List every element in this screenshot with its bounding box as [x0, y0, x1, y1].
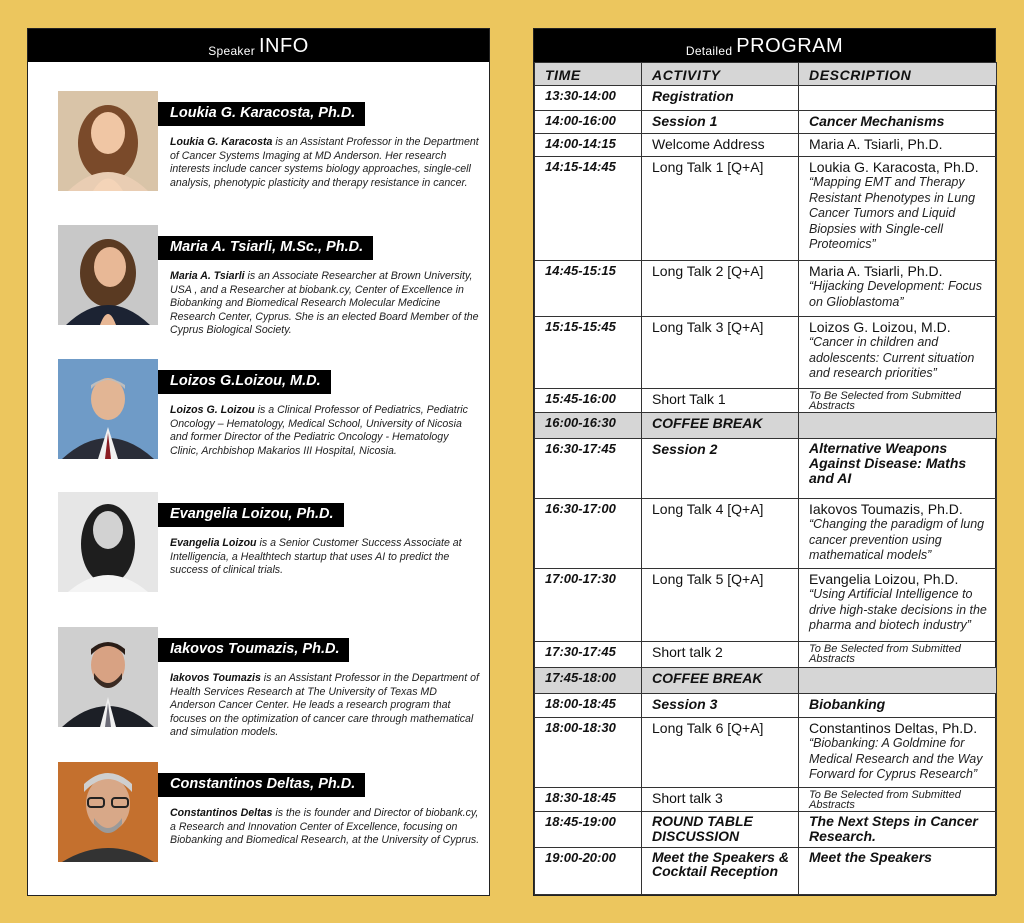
short-talk-note: To Be Selected from Submitted Abstracts [809, 390, 961, 412]
speaker-bio-text: is the is founder and Director of biobank.cy, a Research and Innovation Center of Excellence, focusing on Biobanking and Biomedical Research, at the University of Cyprus. [170, 807, 480, 847]
row-description [799, 317, 997, 389]
row-activity: Long Talk 6 [Q+A] [642, 718, 799, 788]
speaker-card [58, 359, 478, 469]
row-description: The Next Steps in Cancer Research. [799, 812, 997, 848]
row-time: 18:45-19:00 [535, 812, 642, 848]
speaker-bio [170, 136, 480, 190]
speaker-bio [170, 537, 480, 578]
row-activity: Long Talk 2 [Q+A] [642, 261, 799, 317]
row-activity: Meet the Speakers & Cocktail Reception [642, 848, 799, 895]
speaker-bio [170, 807, 480, 848]
speaker-name: Loukia G. Karacosta, Ph.D. [158, 102, 365, 126]
speaker-bio [170, 672, 480, 740]
speaker-bio-text: is an Assistant Professor in the Department of Health Services Research at The University of Texas MD Anderson Cancer Center. He leads a research program that focuses on the optimization of cancer care through mathematical and simulation models. [170, 672, 479, 739]
speaker-bio-name: Maria A. Tsiarli [170, 270, 245, 282]
row-activity: Short talk 2 [642, 642, 799, 668]
row-time: 18:00-18:30 [535, 718, 642, 788]
speaker-name: Iakovos Toumazis, Ph.D. [809, 501, 963, 517]
program-panel [533, 28, 996, 896]
row-time: 15:15-15:45 [535, 317, 642, 389]
row-description: Maria A. Tsiarli, Ph.D. [799, 134, 997, 157]
speaker-name: Loizos G.Loizou, M.D. [158, 370, 331, 394]
row-description [799, 86, 997, 111]
short-talk-note: To Be Selected from Submitted Abstracts [809, 789, 961, 811]
table-row [535, 694, 997, 718]
talk-title: “Changing the paradigm of lung cancer prevention using mathematical models” [809, 517, 985, 562]
speaker-bio [170, 270, 480, 338]
row-time: 16:00-16:30 [535, 413, 642, 439]
speaker-info-header-small: Speaker [208, 44, 255, 58]
speaker-photo [58, 359, 158, 459]
row-activity: COFFEE BREAK [642, 413, 799, 439]
column-header-activity: ACTIVITY [642, 63, 799, 86]
table-row [535, 261, 997, 317]
row-time: 18:00-18:45 [535, 694, 642, 718]
table-row [535, 718, 997, 788]
row-description: Meet the Speakers [799, 848, 997, 895]
table-row [535, 134, 997, 157]
speaker-bio-text: is a Clinical Professor of Pediatrics, Pediatric Oncology – Hematology, Medical School, University of Nicosia and former Director of the Pediatric Oncology - Hematology Clinic, Archbishop Makarios III Hospital, Nicosia. [170, 404, 468, 457]
table-row [535, 157, 997, 261]
speaker-name: Loukia G. Karacosta, Ph.D. [809, 159, 979, 175]
speaker-card [58, 225, 478, 335]
row-description [799, 668, 997, 694]
row-time: 18:30-18:45 [535, 788, 642, 812]
table-row [535, 812, 997, 848]
speaker-name: Loizos G. Loizou, M.D. [809, 319, 951, 335]
talk-title: “Biobanking: A Goldmine for Medical Research and the Way Forward for Cyprus Research” [809, 736, 983, 781]
table-row [535, 788, 997, 812]
speaker-photo [58, 627, 158, 727]
table-row [535, 642, 997, 668]
table-row [535, 389, 997, 413]
speaker-bio [170, 404, 480, 458]
speaker-card [58, 627, 478, 737]
row-activity: ROUND TABLE DISCUSSION [642, 812, 799, 848]
row-description: Biobanking [799, 694, 997, 718]
row-description [799, 157, 997, 261]
column-header-time: TIME [535, 63, 642, 86]
table-row-break [535, 413, 997, 439]
row-activity: Long Talk 3 [Q+A] [642, 317, 799, 389]
speaker-name: Maria A. Tsiarli, M.Sc., Ph.D. [158, 236, 373, 260]
program-header-small: Detailed [685, 44, 733, 58]
table-row [535, 569, 997, 642]
row-activity: Session 1 [642, 111, 799, 134]
row-activity: Welcome Address [642, 134, 799, 157]
speaker-name: Maria A. Tsiarli, Ph.D. [809, 263, 943, 279]
program-header-big: PROGRAM [736, 35, 844, 57]
talk-title: “Hijacking Development: Focus on Glioblastoma” [809, 279, 982, 309]
short-talk-note: To Be Selected from Submitted Abstracts [809, 643, 961, 665]
talk-title: “Mapping EMT and Therapy Resistant Phenotypes in Lung Cancer Tumors and Liquid Biopsies with Single-cell Proteomics” [809, 175, 976, 251]
speaker-info-panel [27, 28, 490, 896]
table-row [535, 439, 997, 499]
table-row [535, 848, 997, 895]
talk-title: “Cancer in children and adolescents: Current situation and research priorities” [809, 335, 975, 380]
talk-title: “Using Artificial Intelligence to drive high-stake decisions in the pharma and biotech industry” [809, 587, 987, 632]
row-time: 17:30-17:45 [535, 642, 642, 668]
speaker-info-header-big: INFO [259, 35, 309, 57]
row-time: 14:45-15:15 [535, 261, 642, 317]
row-time: 17:00-17:30 [535, 569, 642, 642]
row-activity: COFFEE BREAK [642, 668, 799, 694]
row-time: 13:30-14:00 [535, 86, 642, 111]
row-activity: Registration [642, 86, 799, 111]
table-row [535, 317, 997, 389]
speaker-bio-text: is an Assistant Professor in the Department of Cancer Systems Imaging at MD Anderson. Her research interests include cancer systems biology approaches, single-cell analysis, phenotypic plasticity and therapy resistance in cancer. [170, 136, 479, 189]
table-header-row [535, 63, 997, 86]
speaker-bio-name: Constantinos Deltas [170, 807, 273, 819]
speaker-bio-text: is an Associate Researcher at Brown University, USA , and a Researcher at biobank.cy, Center of Excellence in Biobanking and Biomedical Research Molecular Medicine Research Center, Cyprus. She is an elected Board Member of the Cyprus Biological Society. [170, 270, 479, 337]
row-time: 16:30-17:00 [535, 499, 642, 569]
table-row [535, 499, 997, 569]
speaker-photo [58, 762, 158, 862]
speaker-photo [58, 492, 158, 592]
table-row [535, 111, 997, 134]
table-row-break [535, 668, 997, 694]
program-table [534, 62, 997, 895]
row-time: 14:00-14:15 [535, 134, 642, 157]
speaker-bio-name: Loizos G. Loizou [170, 404, 255, 416]
row-time: 15:45-16:00 [535, 389, 642, 413]
row-time: 14:15-14:45 [535, 157, 642, 261]
speaker-bio-name: Loukia G. Karacosta [170, 136, 273, 148]
speaker-name: Constantinos Deltas, Ph.D. [809, 720, 978, 736]
row-time: 17:45-18:00 [535, 668, 642, 694]
speaker-bio-name: Iakovos Toumazis [170, 672, 261, 684]
row-activity: Session 2 [642, 439, 799, 499]
table-row [535, 86, 997, 111]
speaker-photo [58, 91, 158, 191]
row-description [799, 788, 997, 812]
speaker-card [58, 762, 478, 872]
speaker-bio-name: Evangelia Loizou [170, 537, 257, 549]
speaker-name: Iakovos Toumazis, Ph.D. [158, 638, 349, 662]
row-activity: Long Talk 1 [Q+A] [642, 157, 799, 261]
row-time: 16:30-17:45 [535, 439, 642, 499]
speaker-card [58, 91, 478, 201]
speaker-name: Constantinos Deltas, Ph.D. [158, 773, 365, 797]
row-activity: Session 3 [642, 694, 799, 718]
speaker-info-header [28, 29, 489, 62]
column-header-description: DESCRIPTION [799, 63, 997, 86]
speaker-name: Evangelia Loizou, Ph.D. [809, 571, 959, 587]
row-description [799, 642, 997, 668]
row-description [799, 389, 997, 413]
speaker-bio-text: is a Senior Customer Success Associate at Intelligencia, a Healthtech startup that uses AI to predict the success of clinical trials. [170, 537, 462, 577]
row-description: Cancer Mechanisms [799, 111, 997, 134]
row-activity: Short Talk 1 [642, 389, 799, 413]
speaker-card [58, 492, 478, 602]
row-description [799, 569, 997, 642]
row-activity: Long Talk 4 [Q+A] [642, 499, 799, 569]
row-description [799, 499, 997, 569]
speaker-name: Evangelia Loizou, Ph.D. [158, 503, 344, 527]
row-description [799, 718, 997, 788]
row-activity: Long Talk 5 [Q+A] [642, 569, 799, 642]
speaker-photo [58, 225, 158, 325]
row-description [799, 413, 997, 439]
row-description: Alternative Weapons Against Disease: Maths and AI [799, 439, 997, 499]
row-time: 14:00-16:00 [535, 111, 642, 134]
row-activity: Short talk 3 [642, 788, 799, 812]
program-header [534, 29, 995, 62]
row-description [799, 261, 997, 317]
row-time: 19:00-20:00 [535, 848, 642, 895]
